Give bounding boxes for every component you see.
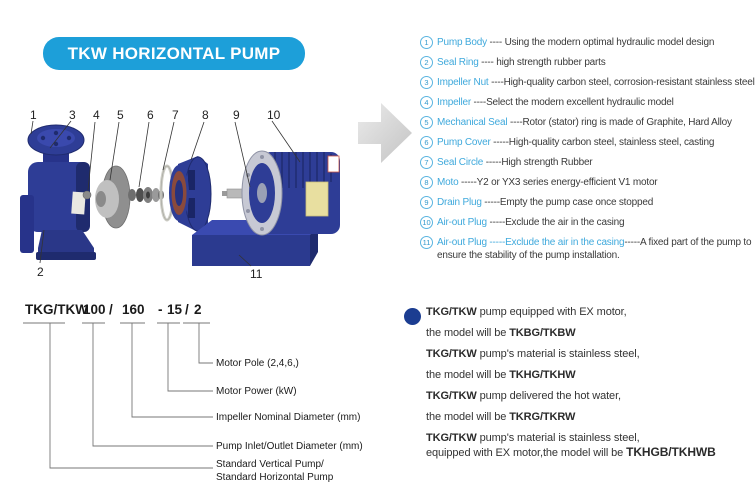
circled-number: 1 <box>420 36 433 49</box>
page-title: TKW HORIZONTAL PUMP <box>67 43 281 63</box>
label-standard-vertical: Standard Vertical Pump/ <box>216 459 324 470</box>
exploded-pump-diagram <box>10 100 355 290</box>
circled-number: 5 <box>420 116 433 129</box>
callout-11: 11 <box>250 267 263 281</box>
bullet-circle-icon <box>404 308 421 325</box>
variant-intro: TKG/TKW pump equipped with EX motor, <box>426 306 627 318</box>
list-item: 1 Pump Body ---- Using the modern optimal hydraulic model design <box>420 36 754 49</box>
list-item: 3 Impeller Nut ----High-quality carbon steel, corrosion-resistant stainless steel <box>420 76 754 89</box>
callout-2: 2 <box>37 265 44 279</box>
circled-number: 7 <box>420 156 433 169</box>
list-item: 6 Pump Cover -----High-quality carbon steel, stainless steel, casting <box>420 136 754 149</box>
impeller <box>95 166 130 228</box>
arrow-right-icon <box>355 95 420 175</box>
parts-list <box>420 36 754 269</box>
callout-4: 4 <box>93 108 100 122</box>
list-item: 11 Air-out Plug -----Exclude the air in the casing-----A fixed part of the pump to ensure the stability of the pump installation. <box>420 236 756 262</box>
variant-result: the model will be TKRG/TKRW <box>426 411 576 423</box>
callout-3: 3 <box>69 108 76 122</box>
callout-1: 1 <box>30 108 37 122</box>
label-motor-power: Motor Power (kW) <box>216 386 297 397</box>
impeller-nut <box>83 191 91 199</box>
title-banner <box>43 37 305 70</box>
circled-number: 8 <box>420 176 433 189</box>
callout-7: 7 <box>172 108 179 122</box>
callout-5: 5 <box>117 108 124 122</box>
variant-result: the model will be TKHG/TKHW <box>426 369 576 381</box>
callout-6: 6 <box>147 108 154 122</box>
breakdown-labels <box>216 358 363 483</box>
list-item: 9 Drain Plug -----Empty the pump case once stopped <box>420 196 754 209</box>
variant-intro: TKG/TKW pump delivered the hot water, <box>426 390 621 402</box>
label-motor-pole: Motor Pole (2,4,6,) <box>216 358 299 369</box>
list-item: 5 Mechanical Seal ----Rotor (stator) ring is made of Graphite, Hard Alloy <box>420 116 754 129</box>
list-item: 2 Seal Ring ---- high strength rubber parts <box>420 56 754 69</box>
list-item: 8 Moto -----Y2 or YX3 series energy-efficient V1 motor <box>420 176 754 189</box>
variant-result: equipped with EX motor,the model will be TKHGB/TKHWB <box>426 445 716 459</box>
model-pole: 2 <box>194 302 202 317</box>
model-series: TKG/TKW <box>25 302 88 317</box>
svg-text:/: / <box>109 302 113 317</box>
circled-number: 3 <box>420 76 433 89</box>
label-standard-horizontal: Standard Horizontal Pump <box>216 472 334 483</box>
model-inlet: 100 <box>83 302 106 317</box>
variant-intro: TKG/TKW pump's material is stainless steel, <box>426 348 640 360</box>
model-variants <box>426 306 756 461</box>
pump-cover <box>169 156 211 232</box>
svg-text:/: / <box>185 302 189 317</box>
mechanical-seal <box>128 187 164 203</box>
circled-number: 6 <box>420 136 433 149</box>
label-impeller-diameter: Impeller Nominal Diameter (mm) <box>216 412 361 423</box>
list-item: 4 Impeller ----Select the modern excellent hydraulic model <box>420 96 754 109</box>
motor <box>242 151 340 235</box>
circled-number: 11 <box>420 236 433 249</box>
circled-number: 9 <box>420 196 433 209</box>
variant-result: the model will be TKBG/TKBW <box>426 327 576 339</box>
circled-number: 4 <box>420 96 433 109</box>
svg-text:-: - <box>158 302 163 317</box>
callout-9: 9 <box>233 108 240 122</box>
breakdown-lines <box>23 323 213 468</box>
list-item: 7 Seal Circle -----High strength Rubber <box>420 156 754 169</box>
circled-number: 2 <box>420 56 433 69</box>
model-impeller: 160 <box>122 302 145 317</box>
list-item: 10 Air-out Plug -----Exclude the air in the casing <box>420 216 754 229</box>
callout-10: 10 <box>267 108 281 122</box>
variant-intro: TKG/TKW pump's material is stainless steel, <box>426 432 640 444</box>
model-power: 15 <box>167 302 183 317</box>
label-inlet-outlet-diameter: Pump Inlet/Outlet Diameter (mm) <box>216 441 363 452</box>
callout-8: 8 <box>202 108 209 122</box>
model-code-breakdown <box>20 300 380 500</box>
model-code <box>25 302 202 317</box>
circled-number: 10 <box>420 216 433 229</box>
